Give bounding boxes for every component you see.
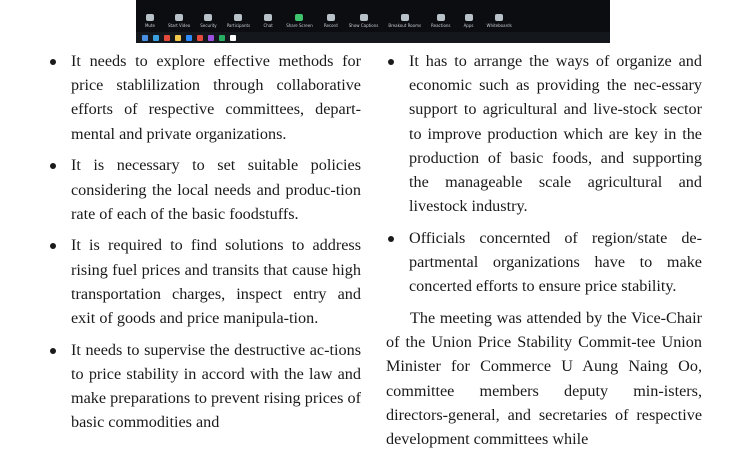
toolbar-item: [461, 4, 477, 28]
toolbar-item-label: Start Video: [168, 23, 191, 28]
taskbar-app-icon: [142, 35, 148, 41]
taskbar-app-icon: [208, 35, 214, 41]
breakout-icon: [401, 14, 409, 21]
bullet-text: Officials concernted of region/state de-partmental organizations have to make concerted efforts to ensure price stability.: [409, 228, 702, 296]
windows-taskbar: [136, 32, 610, 43]
taskbar-app-icon: [175, 35, 181, 41]
left-column: [48, 49, 361, 442]
bullet-text: It has to arrange the ways of organize and economic such as providing the nec-essary support to agricultural and live-stock sector to improve production which are key in the production of basic foods, and supporting the manageable scale agricultural and livestock industry.: [409, 52, 702, 216]
video-camera-icon: [175, 14, 183, 21]
toolbar-item: [227, 4, 251, 28]
left-bullet-list: [48, 49, 361, 435]
bullet-item: [48, 338, 361, 435]
toolbar-item-label: Record: [323, 23, 338, 28]
toolbar-item-label: Show Captions: [348, 23, 379, 28]
toolbar-item-label: Chat: [263, 23, 273, 28]
microphone-icon: [146, 14, 154, 21]
chat-icon: [264, 14, 272, 21]
bullet-dot: [50, 163, 56, 169]
apps-icon: [465, 14, 473, 21]
taskbar-app-icon: [197, 35, 203, 41]
taskbar-app-icon: [230, 35, 236, 41]
bullet-item: [386, 226, 702, 299]
bullet-text: It needs to explore effective methods for price stablilization through collaborative efforts of respective committees, depart-mental and private organizations.: [71, 52, 361, 143]
toolbar-item-label: Security: [200, 23, 217, 28]
toolbar-item: [431, 4, 450, 28]
captions-icon: [360, 14, 368, 21]
right-column: [386, 49, 702, 451]
toolbar-item: [200, 4, 216, 28]
toolbar-item-label: Reactions: [431, 23, 451, 28]
toolbar-item: [349, 4, 379, 28]
toolbar-item: [388, 4, 421, 28]
toolbar-item-label: Share Screen: [286, 23, 313, 28]
taskbar-app-icon: [164, 35, 170, 41]
toolbar-item: [260, 4, 276, 28]
taskbar-app-icon: [186, 35, 192, 41]
toolbar-item: [286, 4, 313, 28]
taskbar-app-icon: [219, 35, 225, 41]
bullet-dot: [388, 59, 394, 65]
people-icon: [234, 14, 242, 21]
right-bullet-list: [386, 49, 702, 299]
whiteboard-icon: [495, 14, 503, 21]
bullet-text: It is required to find solutions to address rising fuel prices and transits that cause high transportation charges, inspect entry and exit of goods and price manipula-tion.: [71, 236, 361, 328]
shield-icon: [204, 14, 212, 21]
record-icon: [327, 14, 335, 21]
bullet-dot: [50, 59, 56, 65]
meeting-photo: [136, 0, 610, 43]
bullet-text: It is necessary to set suitable policies considering the local needs and produc-tion rate of each of the basic foodstuffs.: [71, 156, 361, 223]
toolbar-item-label: Mute: [144, 23, 155, 28]
meeting-attendance-paragraph: The meeting was attended by the Vice-Chair of the Union Price Stability Commit-tee Union Minister for Commerce U Aung Naing Oo, committee members deputy min-isters, directors-general, and secretaries of respective development committees while: [386, 309, 702, 449]
emoji-icon: [437, 14, 445, 21]
toolbar-item: [142, 4, 158, 28]
bullet-item: [48, 49, 361, 146]
toolbar-item-label: Participants: [226, 23, 251, 28]
bullet-item: [48, 233, 361, 330]
toolbar-item: [323, 4, 339, 28]
share-screen-icon: [295, 14, 303, 21]
bullet-dot: [50, 243, 56, 249]
taskbar-app-icon: [153, 35, 159, 41]
bullet-dot: [388, 236, 394, 242]
toolbar-item-label: Breakout Rooms: [388, 23, 422, 28]
toolbar-item: [168, 4, 190, 28]
toolbar-item: [487, 4, 512, 28]
bullet-text: It needs to supervise the destructive ac-tions to price stability in accord with the law and make preparations to prevent rising prices of basic commodities and: [71, 340, 361, 432]
bullet-dot: [50, 348, 56, 354]
bullet-item: [386, 49, 702, 218]
toolbar-item-label: Whiteboards: [486, 23, 512, 28]
bullet-item: [48, 153, 361, 226]
video-call-toolbar: [142, 4, 604, 30]
toolbar-item-label: Apps: [463, 23, 474, 28]
